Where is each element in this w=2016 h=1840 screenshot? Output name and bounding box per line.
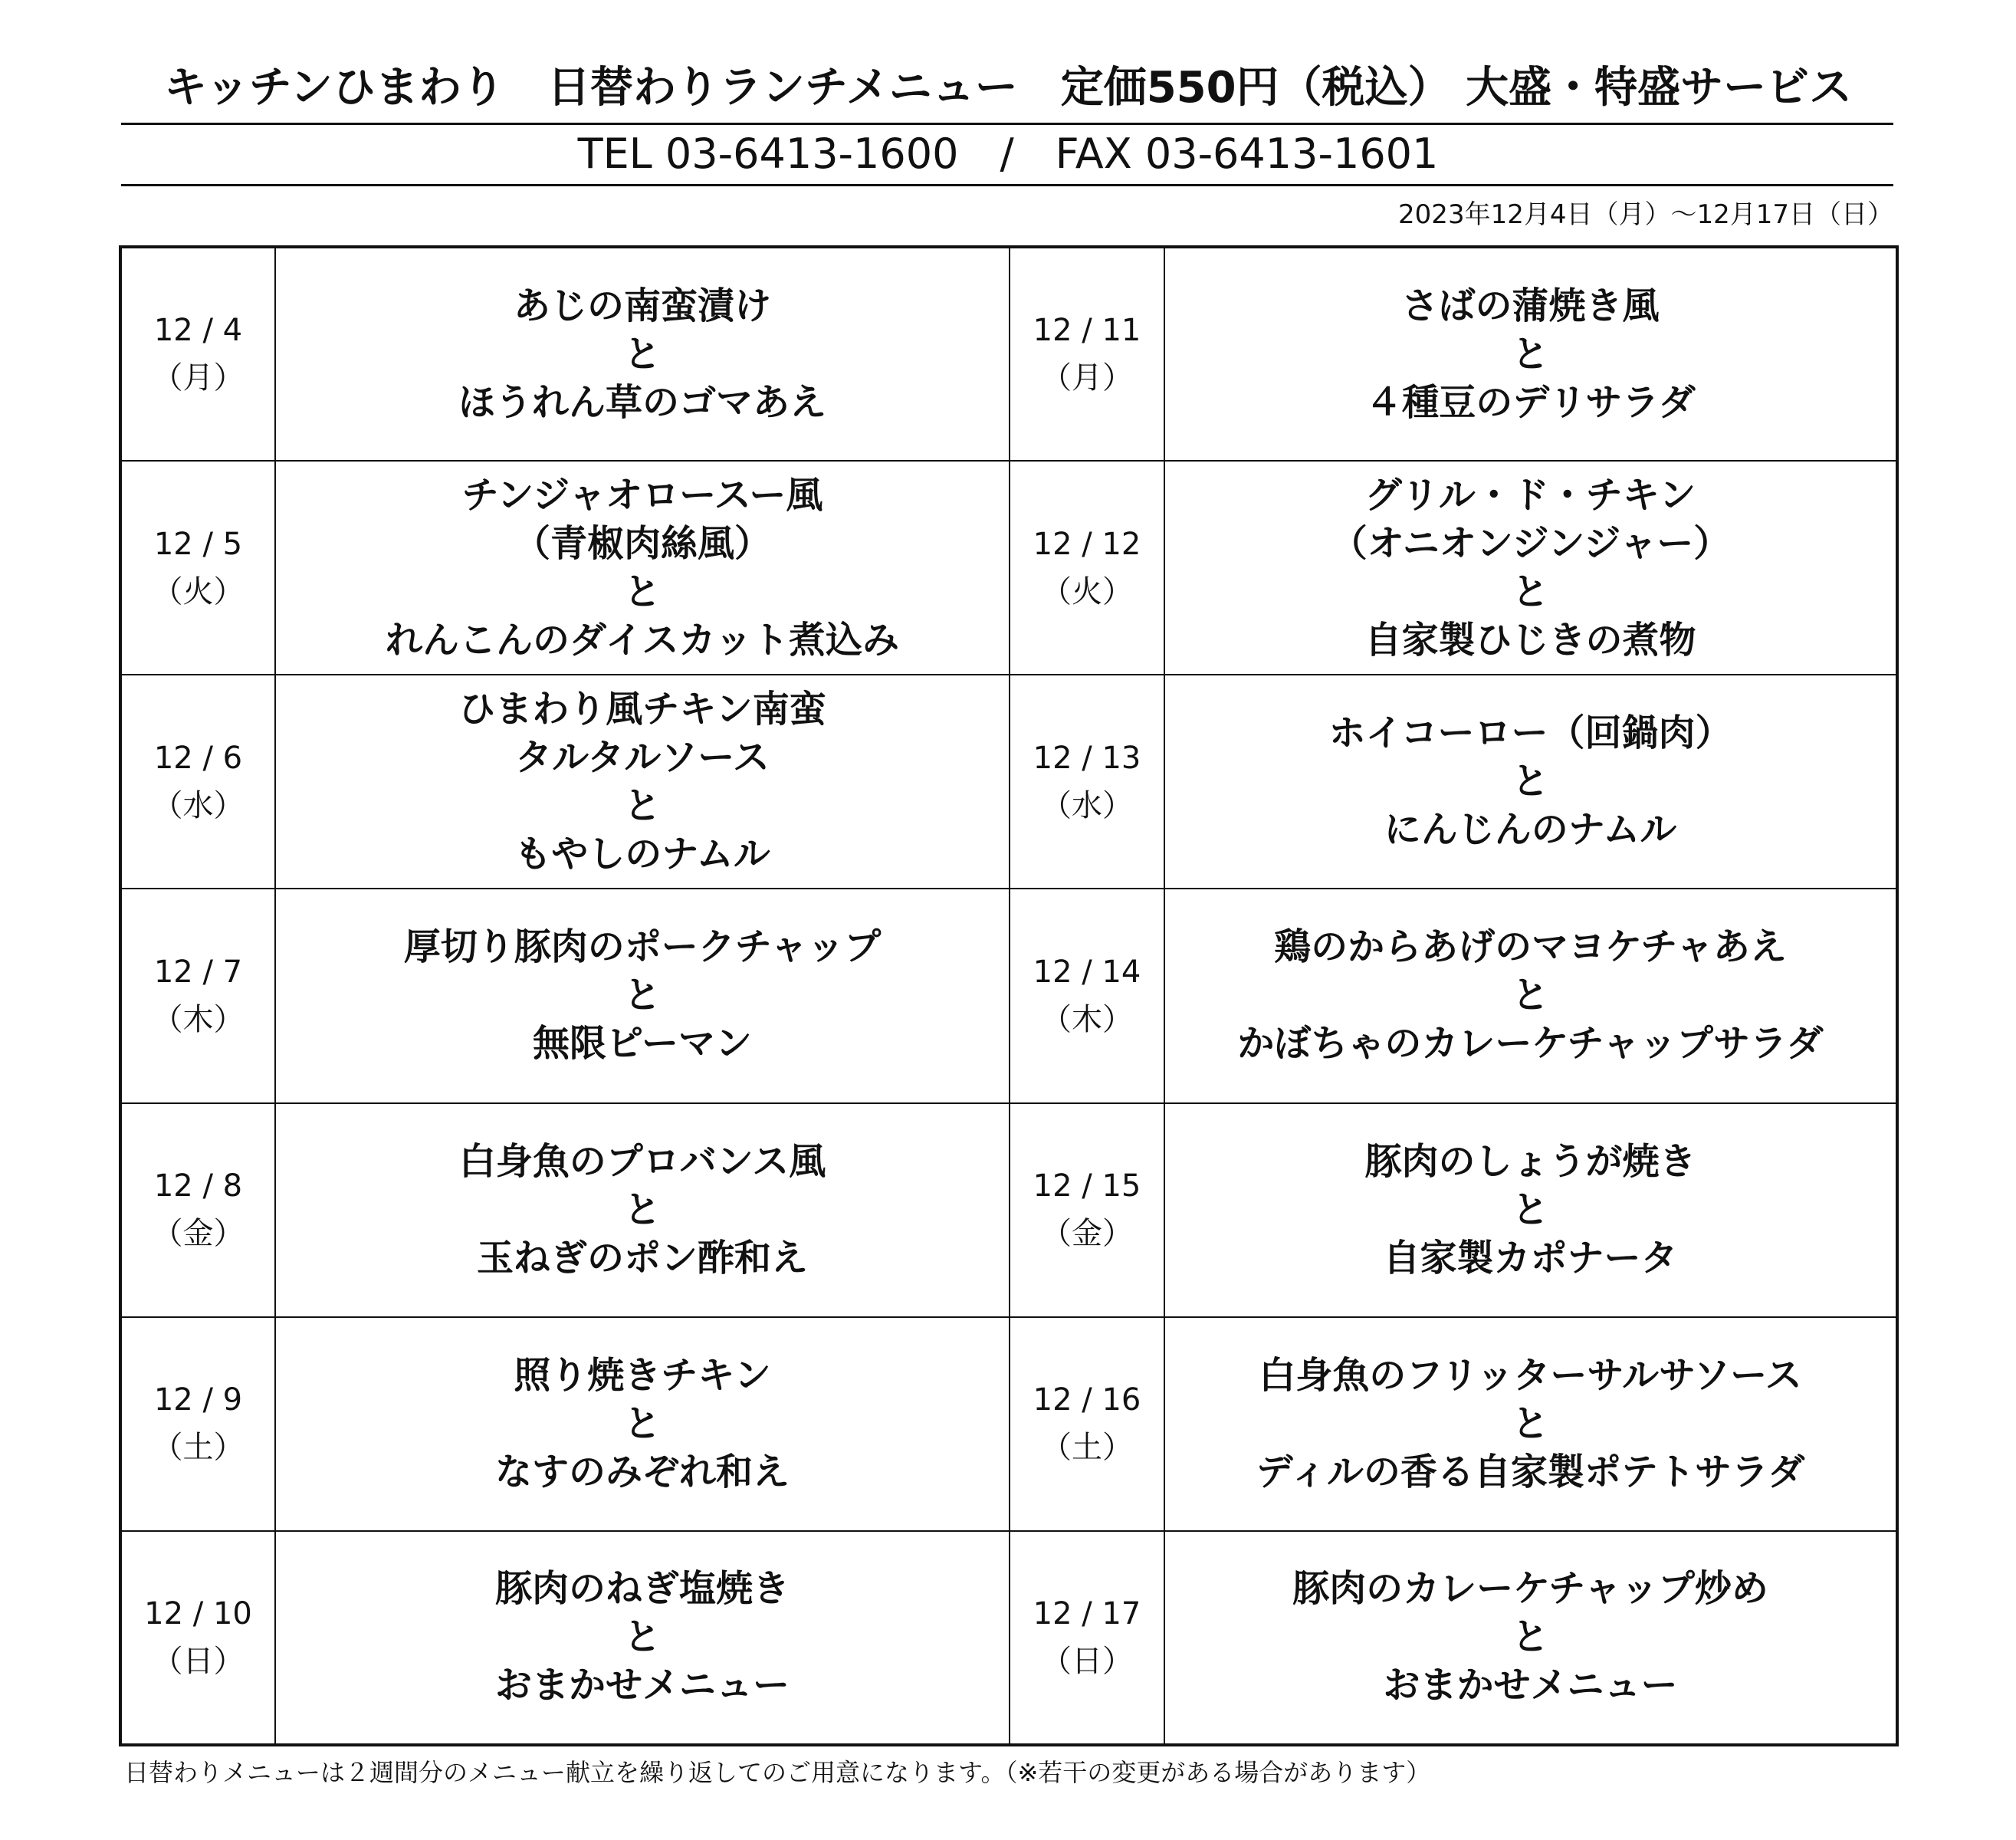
menu-date-cell (1010, 675, 1164, 889)
menu-weekday: （木） (1041, 1001, 1133, 1037)
menu-row (120, 1103, 1897, 1317)
menu-date: 12 / 11 (1033, 313, 1141, 349)
menu-dish-line: ほうれん草のゴマあえ (458, 380, 826, 424)
menu-dish-line: と (623, 570, 661, 613)
menu-dish-line: と (1512, 570, 1549, 613)
menu-dish-line: チンジャオロースー風 (461, 473, 823, 517)
menu-dish-cell (275, 461, 1010, 675)
menu-dish-line: グリル・ド・チキン (1364, 473, 1696, 517)
menu-dish-line: と (623, 784, 661, 827)
menu-weekday: （水） (152, 787, 245, 823)
menu-weekday: （日） (152, 1643, 245, 1679)
menu-dish-line: れんこんのダイスカット煮込み (385, 618, 900, 662)
menu-dish-line: 鶏のからあげのマヨケチャあえ (1274, 925, 1787, 969)
menu-table (119, 245, 1899, 1746)
menu-dish-cell (275, 247, 1010, 461)
menu-weekday: （土） (152, 1430, 245, 1466)
menu-dish-cell (1164, 247, 1897, 461)
menu-row (120, 1531, 1897, 1745)
menu-date-cell (1010, 889, 1164, 1102)
menu-dish-line: と (1512, 760, 1549, 803)
menu-dish-line: ディルの香る自家製ポテトサラダ (1256, 1450, 1805, 1493)
menu-weekday: （木） (152, 1001, 245, 1037)
menu-dish-line: ひまわり風チキン南蛮 (458, 687, 826, 731)
menu-date: 12 / 9 (153, 1382, 243, 1418)
menu-date: 12 / 5 (153, 526, 243, 562)
menu-dish-cell (275, 1317, 1010, 1531)
menu-date-cell (1010, 1317, 1164, 1531)
menu-dish-cell (275, 1531, 1010, 1745)
menu-dish-line: ４種豆のデリサラダ (1365, 380, 1696, 424)
menu-weekday: （水） (1041, 787, 1133, 823)
menu-dish-line: かぼちゃのカレーケチャップサラダ (1237, 1022, 1824, 1066)
menu-date: 12 / 8 (153, 1168, 243, 1204)
menu-dish-cell (1164, 1531, 1897, 1745)
menu-dish-line: と (623, 1401, 661, 1445)
menu-dish-line: と (623, 974, 661, 1017)
menu-row (120, 461, 1897, 675)
menu-dish-line: 豚肉のカレーケチャップ炒め (1292, 1567, 1768, 1611)
menu-date: 12 / 10 (144, 1595, 252, 1631)
menu-date-cell (1010, 461, 1164, 675)
menu-dish-line: 照り焼きチキン (514, 1353, 771, 1397)
menu-dish-line: もやしのナムル (514, 832, 770, 876)
menu-dish-line: 自家製ひじきの煮物 (1364, 618, 1696, 662)
menu-dish-cell (1164, 675, 1897, 889)
menu-dish-line: と (623, 332, 661, 376)
menu-dish-cell (1164, 461, 1897, 675)
menu-dish-line: おまかせメニュー (1383, 1664, 1678, 1707)
menu-date-cell (120, 675, 275, 889)
menu-dish-line: あじの南蛮漬け (513, 284, 771, 327)
menu-date-cell (1010, 1103, 1164, 1317)
menu-dish-line: 厚切り豚肉のポークチャップ (403, 925, 882, 969)
menu-dish-line: と (1512, 1615, 1549, 1659)
menu-dish-line: と (1512, 974, 1549, 1017)
menu-dish-line: 自家製カポナータ (1383, 1236, 1678, 1280)
menu-date-cell (120, 1103, 275, 1317)
menu-date-cell (120, 247, 275, 461)
menu-dish-cell (275, 889, 1010, 1102)
menu-date-cell (120, 1531, 275, 1745)
menu-dish-line: 白身魚のフリッターサルサソース (1259, 1353, 1802, 1397)
menu-dish-cell (275, 675, 1010, 889)
menu-dish-cell (275, 1103, 1010, 1317)
menu-date: 12 / 14 (1033, 954, 1141, 990)
menu-date: 12 / 16 (1033, 1382, 1141, 1418)
menu-weekday: （火） (152, 573, 245, 610)
contact-divider (121, 184, 1893, 186)
menu-row (120, 889, 1897, 1102)
menu-dish-line: と (623, 1188, 661, 1231)
menu-dish-line: （青椒肉絲風） (513, 521, 771, 565)
menu-dish-line: さばの蒲焼き風 (1401, 284, 1660, 327)
menu-row (120, 1317, 1897, 1531)
menu-date: 12 / 6 (153, 740, 243, 776)
menu-period: 2023年12月4日（月）〜12月17日（日） (1398, 199, 1893, 230)
menu-weekday: （日） (1041, 1643, 1133, 1679)
menu-date: 12 / 17 (1033, 1595, 1141, 1631)
menu-date-cell (1010, 1531, 1164, 1745)
menu-dish-line: 玉ねぎのポン酢和え (476, 1236, 808, 1280)
menu-weekday: （土） (1041, 1430, 1133, 1466)
menu-dish-line: ホイコーロー（回鍋肉） (1328, 711, 1732, 755)
menu-weekday: （月） (152, 360, 245, 396)
menu-dish-line: おまかせメニュー (494, 1664, 790, 1707)
footnote: 日替わりメニューは２週間分のメニュー献立を繰り返してのご用意になります。（※若干の変更がある場合があります） (124, 1758, 1431, 1787)
menu-dish-line: と (623, 1615, 661, 1659)
menu-dish-line: と (1512, 1188, 1549, 1231)
menu-dish-line: （オニオンジンジャー） (1330, 521, 1731, 565)
menu-weekday: （金） (1041, 1216, 1133, 1252)
page-title: キッチンひまわり 日替わりランチメニュー 定価550円（税込） 大盛・特盛サービス (163, 63, 1853, 113)
menu-dish-line: 白身魚のプロバンス風 (458, 1139, 826, 1183)
menu-dish-line: と (1512, 332, 1549, 376)
menu-date: 12 / 15 (1033, 1168, 1141, 1204)
menu-date-cell (120, 889, 275, 1102)
menu-weekday: （金） (152, 1216, 245, 1252)
menu-dish-line: にんじんのナムル (1384, 808, 1677, 852)
menu-dish-line: 豚肉のねぎ塩焼き (494, 1567, 790, 1611)
menu-date: 12 / 12 (1033, 526, 1141, 562)
menu-date: 12 / 13 (1033, 740, 1141, 776)
menu-dish-cell (1164, 1317, 1897, 1531)
menu-dish-cell (1164, 889, 1897, 1102)
menu-dish-line: 豚肉のしょうが焼き (1364, 1139, 1696, 1183)
menu-dish-cell (1164, 1103, 1897, 1317)
menu-row (120, 247, 1897, 461)
menu-dish-line: と (1512, 1401, 1549, 1445)
menu-weekday: （火） (1041, 573, 1133, 610)
menu-date-cell (1010, 247, 1164, 461)
menu-dish-line: なすのみぞれ和え (494, 1450, 790, 1493)
menu-dish-line: タルタルソース (515, 735, 770, 779)
menu-date: 12 / 7 (153, 954, 243, 990)
contact-info: TEL 03-6413-1600 / FAX 03-6413-1601 (577, 130, 1439, 178)
menu-date-cell (120, 461, 275, 675)
menu-weekday: （月） (1041, 360, 1133, 396)
menu-date-cell (120, 1317, 275, 1531)
menu-dish-line: 無限ピーマン (532, 1022, 753, 1066)
menu-row (120, 675, 1897, 889)
menu-date: 12 / 4 (153, 313, 243, 349)
